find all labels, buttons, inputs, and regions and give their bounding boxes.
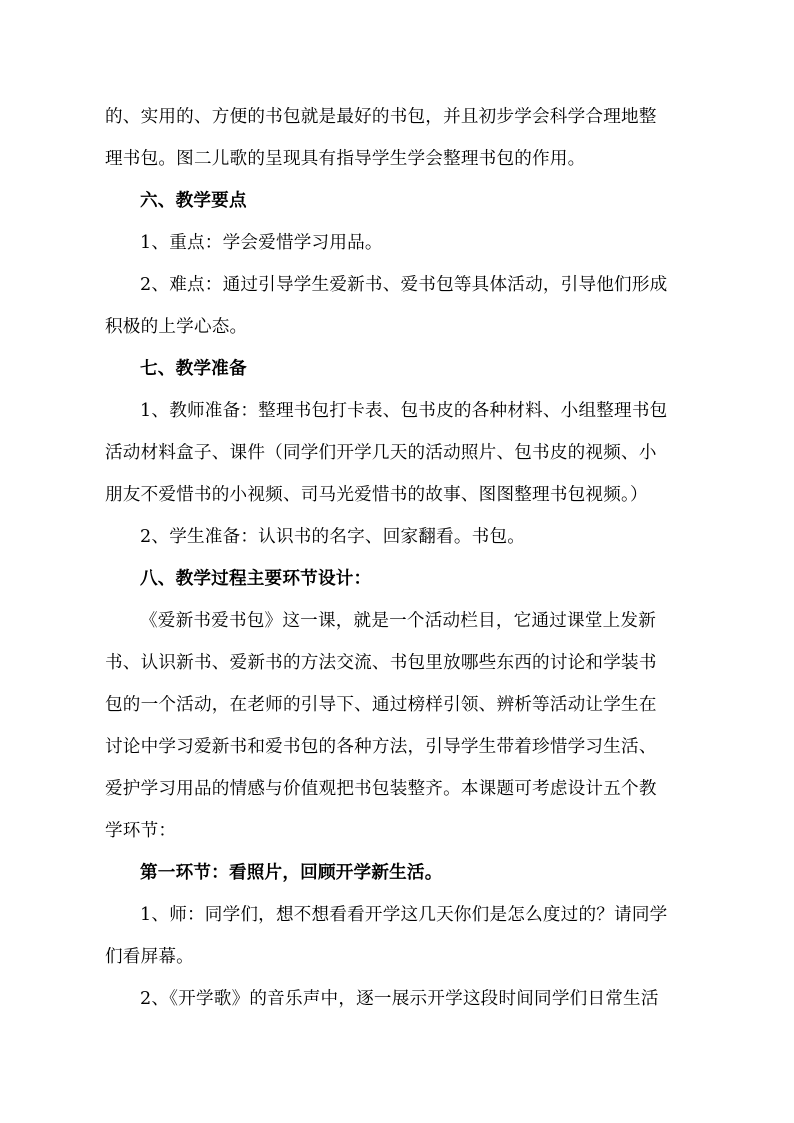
- paragraph-line: 2、难点：通过引导学生爱新书、爱书包等具体活动，引导他们形成: [140, 275, 668, 295]
- paragraph-line: 们看屏幕。: [105, 947, 194, 967]
- paragraph-line: 理书包。图二儿歌的呈现具有指导学生学会整理书包的作用。: [105, 149, 586, 169]
- paragraph-line: 学环节：: [105, 821, 177, 841]
- paragraph-line: 1、重点：学会爱惜学习用品。: [140, 233, 383, 253]
- section-heading: 六、教学要点: [140, 190, 247, 211]
- paragraph-line: 2、《开学歌》的音乐声中，逐一展示开学这段时间同学们日常生活: [140, 989, 659, 1009]
- paragraph-line: 2、学生准备：认识书的名字、回家翻看。书包。: [140, 527, 526, 547]
- paragraph-line: 的、实用的、方便的书包就是最好的书包，并且初步学会科学合理地整: [105, 107, 657, 127]
- paragraph-line: 1、教师准备：整理书包打卡表、包书皮的各种材料、小组整理书包: [140, 401, 668, 421]
- paragraph-line: 1、师：同学们，想不想看看开学这几天你们是怎么度过的？请同学: [140, 905, 668, 925]
- section-heading: 八、教学过程主要环节设计：: [140, 568, 372, 589]
- section-heading: 七、教学准备: [140, 358, 247, 379]
- paragraph-line: 积极的上学心态。: [105, 317, 248, 337]
- paragraph-line: 朋友不爱惜书的小视频、司马光爱惜书的故事、图图整理书包视频。）: [105, 485, 648, 505]
- paragraph-line: 讨论中学习爱新书和爱书包的各种方法，引导学生带着珍惜学习生活、: [105, 737, 657, 757]
- paragraph-line: 《爱新书爱书包》这一课，就是一个活动栏目，它通过课堂上发新: [140, 611, 657, 631]
- paragraph-line: 包的一个活动，在老师的引导下、通过榜样引领、辨析等活动让学生在: [105, 695, 657, 715]
- paragraph-line: 活动材料盒子、课件（同学们开学几天的活动照片、包书皮的视频、小: [105, 443, 657, 463]
- section-heading: 第一环节：看照片，回顾开学新生活。: [140, 862, 443, 883]
- paragraph-line: 爱护学习用品的情感与价值观把书包装整齐。本课题可考虑设计五个教: [105, 779, 657, 799]
- paragraph-line: 书、认识新书、爱新书的方法交流、书包里放哪些东西的讨论和学装书: [105, 653, 657, 673]
